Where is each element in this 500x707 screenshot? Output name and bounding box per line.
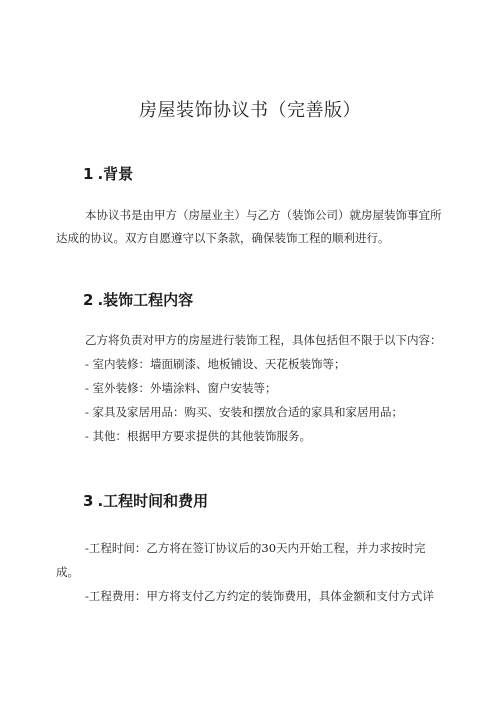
paragraph-line: 达成的协议。双方自愿遵守以下条款，确保装饰工程的顺利进行。 [56,231,390,245]
paragraph-line: 成。 [56,565,79,579]
paragraph-line: 本协议书是由甲方（房屋业主）与乙方（装饰公司）就房屋装饰事宜所 [85,208,442,222]
list-item: - 室外装修：外墙涂料、窗户安装等； [85,381,277,395]
section-number: 3 [83,492,94,510]
section-2-heading [83,289,193,310]
list-item: - 其他：根据甲方要求提供的其他装饰服务。 [85,429,312,443]
document-title: 房屋装饰协议书（完善版） [139,100,361,121]
paragraph-line: -工程时间：乙方将在签订协议后的30天内开始工程，并力求按时完 [85,541,426,555]
list-item: - 室内装修：墙面刷漆、地板铺设、天花板装饰等； [85,357,346,371]
paragraph-line: 乙方将负责对甲方的房屋进行装饰工程，具体包括但不限于以下内容： [85,333,442,347]
section-3-heading [83,490,208,511]
paragraph-line: -工程费用：甲方将支付乙方约定的装饰费用，具体金额和支付方式详 [85,589,434,603]
section-number: 2 [83,291,94,309]
section-title: .背景 [97,165,134,183]
list-item: - 家具及家居用品：购买、安装和摆放合适的家具和家居用品； [85,405,404,419]
section-number: 1 [83,165,94,183]
section-title: .装饰工程内容 [97,291,194,309]
section-title: .工程时间和费用 [97,492,209,510]
section-1-heading [83,163,133,184]
